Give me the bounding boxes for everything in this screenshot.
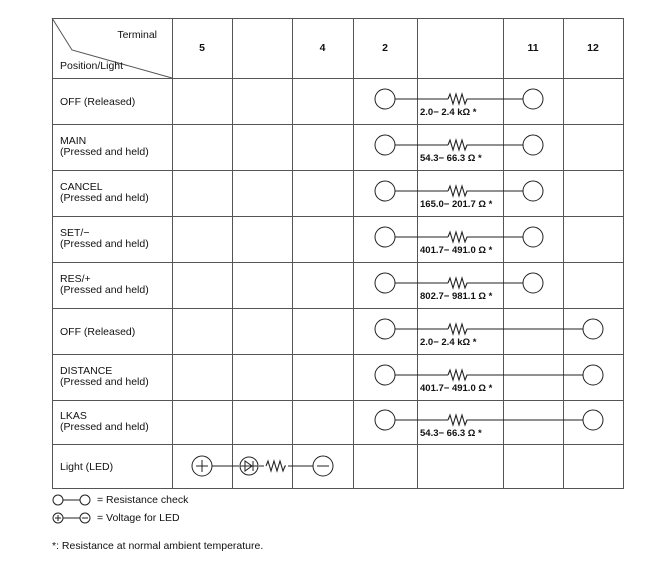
- terminal-circle-icon: [375, 319, 395, 339]
- terminal-circle-icon: [375, 273, 395, 293]
- table-rows: [60, 89, 603, 439]
- resistor-icon: [448, 232, 468, 242]
- terminal-circle-icon: [583, 410, 603, 430]
- resistance-value: 401.7− 491.0 Ω *: [420, 245, 493, 256]
- terminal-circle-icon: [375, 365, 395, 385]
- terminal-circle-icon: [375, 181, 395, 201]
- row-label: Light (LED): [60, 461, 114, 473]
- resistance-value: 54.3− 66.3 Ω *: [420, 428, 482, 439]
- row-label: (Pressed and held): [60, 284, 149, 296]
- row-label: OFF (Released): [60, 96, 136, 108]
- row-label: OFF (Released): [60, 326, 136, 338]
- resistance-value: 2.0− 2.4 kΩ *: [420, 107, 477, 118]
- terminal-circle-icon: [523, 227, 543, 247]
- terminal-circle-icon: [523, 273, 543, 293]
- terminal-circle-icon: [523, 135, 543, 155]
- table-row: [60, 365, 603, 394]
- footnote: *: Resistance at normal ambient temperature.: [52, 540, 264, 552]
- row-label: RES/+: [60, 273, 91, 285]
- row-label: (Pressed and held): [60, 192, 149, 204]
- resistor-icon: [448, 186, 468, 196]
- terminal-circle-icon: [375, 135, 395, 155]
- resistor-icon: [448, 324, 468, 334]
- row-label: (Pressed and held): [60, 376, 149, 388]
- row-label: (Pressed and held): [60, 421, 149, 433]
- header-terminal-label: Terminal: [117, 29, 157, 41]
- legend-voltage-label: = Voltage for LED: [97, 512, 180, 524]
- resistor-icon: [448, 94, 468, 104]
- row-label: SET/−: [60, 227, 90, 239]
- table-header: [52, 18, 599, 78]
- header-position-label: Position/Light: [60, 60, 124, 72]
- row-label: MAIN: [60, 135, 87, 147]
- voltage-symbol-icon: [52, 512, 96, 524]
- resistor-icon: [448, 370, 468, 380]
- table-grid: [52, 18, 624, 489]
- resistance-value: 401.7− 491.0 Ω *: [420, 383, 493, 394]
- terminal-circle-icon: [375, 410, 395, 430]
- table-row: [60, 135, 543, 164]
- terminal-number: 4: [319, 42, 326, 54]
- terminal-circle-icon: [523, 89, 543, 109]
- terminal-number: 2: [382, 42, 388, 54]
- table-row: [60, 89, 543, 118]
- resistance-value: 2.0− 2.4 kΩ *: [420, 337, 477, 348]
- terminal-number: 5: [199, 42, 205, 54]
- resistance-value: 165.0− 201.7 Ω *: [420, 199, 493, 210]
- resistance-symbol-icon: [52, 494, 96, 506]
- table-row: [60, 410, 603, 439]
- resistor-icon: [448, 415, 468, 425]
- table-row: [60, 227, 543, 256]
- resistance-value: 802.7− 981.1 Ω *: [420, 291, 493, 302]
- terminal-circle-icon: [583, 365, 603, 385]
- table-row: [60, 319, 603, 348]
- row-label: DISTANCE: [60, 365, 113, 377]
- row-label: CANCEL: [60, 181, 103, 193]
- row-label: LKAS: [60, 410, 87, 422]
- resistor-icon: [448, 278, 468, 288]
- terminal-number: 11: [527, 42, 539, 54]
- terminal-circle-icon: [523, 181, 543, 201]
- table-row: [60, 273, 543, 302]
- resistor-icon: [448, 140, 468, 150]
- row-label: (Pressed and held): [60, 146, 149, 158]
- table-row: [60, 181, 543, 210]
- table-border: [53, 19, 624, 489]
- terminal-circle-icon: [375, 227, 395, 247]
- legend-resistance-label: = Resistance check: [97, 494, 189, 506]
- resistance-value: 54.3− 66.3 Ω *: [420, 153, 482, 164]
- terminal-number: 12: [587, 42, 599, 54]
- terminal-circle-icon: [583, 319, 603, 339]
- terminal-circle-icon: [375, 89, 395, 109]
- row-label: (Pressed and held): [60, 238, 149, 250]
